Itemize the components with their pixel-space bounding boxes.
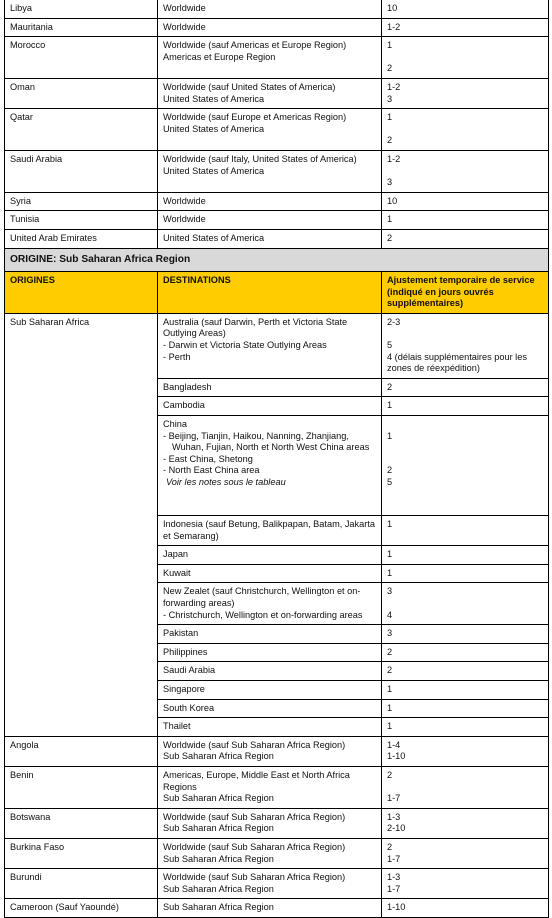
service-adjustment-table (4, 0, 549, 918)
destination-cell (158, 211, 382, 230)
adjustment-cell: 1 (382, 699, 549, 718)
destination-cell (158, 416, 382, 516)
table-row (5, 229, 549, 248)
destination-line: China (163, 419, 188, 430)
destination-cell: Bangladesh (158, 378, 382, 397)
adjustment-cell (382, 0, 549, 18)
origin-cell: Oman (5, 78, 158, 108)
header-origins: ORIGINES (5, 272, 158, 314)
adjustment-cell (382, 838, 549, 868)
adjustment-value: 1-2 (387, 21, 401, 32)
adjustment-value: 4 (délais supplémentaires pour les zones de réexpédition) (387, 351, 527, 374)
adjustment-value: 5 (387, 340, 393, 351)
adjustment-cell: 2 (382, 378, 549, 397)
adjustment-value (387, 166, 543, 178)
destination-line: Worldwide (sauf Europe et Americas Region) (163, 112, 347, 123)
adjustment-cell: 2 (382, 643, 549, 662)
adjustment-cell: 1 (382, 516, 549, 546)
destination-line: Sub Saharan Africa Region (163, 823, 274, 834)
destination-subline: - Perth (163, 351, 191, 362)
table-row (5, 109, 549, 151)
china-note: Voir les notes sous le tableau (166, 477, 286, 487)
destination-line: Australia (sauf Darwin, Perth et Victoria State Outlying Areas) (163, 316, 348, 339)
destination-cell (158, 229, 382, 248)
origin-section-title: ORIGINE: Sub Saharan Africa Region (5, 248, 549, 272)
destination-line: Worldwide (163, 195, 206, 206)
adjustment-cell: 1 (382, 546, 549, 565)
destination-line: Worldwide (sauf Sub Saharan Africa Region) (163, 841, 346, 852)
origin-cell: Sub Saharan Africa (5, 313, 158, 736)
adjustment-cell: 1 (382, 680, 549, 699)
adjustment-cell (382, 37, 549, 79)
destination-subline: - Beijing, Tianjin, Haikou, Nanning, Zhanjiang, Wuhan, Fujian, North et North West China areas (163, 430, 370, 453)
adjustment-value: 4 (387, 609, 393, 620)
adjustment-cell (382, 313, 549, 378)
adjustment-value: 2 (387, 135, 393, 146)
destination-line: Worldwide (sauf Sub Saharan Africa Region) (163, 872, 346, 883)
adjustment-value: 3 (387, 93, 393, 104)
origin-cell: Syria (5, 192, 158, 211)
destination-cell (158, 808, 382, 838)
adjustment-cell (382, 211, 549, 230)
destination-cell: South Korea (158, 699, 382, 718)
adjustment-cell: 1 (382, 397, 549, 416)
adjustment-cell (382, 109, 549, 151)
destination-cell (158, 78, 382, 108)
adjustment-value: 1-2 (387, 153, 401, 164)
destination-line: Sub Saharan Africa Region (163, 793, 274, 804)
adjustment-cell: 1 (382, 564, 549, 583)
adjustment-cell (382, 736, 549, 766)
origin-cell: Libya (5, 0, 158, 18)
destination-cell (158, 150, 382, 192)
adjustment-cell (382, 583, 549, 625)
adjustment-value: 1-4 (387, 739, 401, 750)
table-row (5, 150, 549, 192)
table-row (5, 211, 549, 230)
adjustment-cell (382, 18, 549, 37)
adjustment-cell (382, 766, 549, 808)
destination-line: Worldwide (sauf Sub Saharan Africa Region) (163, 811, 346, 822)
destination-subline: - North East China area (163, 465, 260, 476)
adjustment-cell (382, 229, 549, 248)
destination-cell (158, 899, 382, 918)
header-destinations: DESTINATIONS (158, 272, 382, 314)
destination-subline: - Christchurch, Wellington et on-forwarding areas (163, 609, 363, 620)
destination-line: Sub Saharan Africa Region (163, 751, 274, 762)
adjustment-value: 2 (387, 465, 393, 476)
adjustment-value (387, 124, 543, 136)
destination-cell (158, 838, 382, 868)
bottom-rows (5, 736, 549, 917)
destination-line: Worldwide (163, 214, 206, 225)
adjustment-value: 1 (387, 112, 393, 123)
table-row (5, 736, 549, 766)
destination-cell (158, 736, 382, 766)
origin-cell: Burundi (5, 869, 158, 899)
destination-line: Worldwide (sauf Sub Saharan Africa Region) (163, 739, 346, 750)
table-row (5, 18, 549, 37)
adjustment-value: 2-10 (387, 823, 406, 834)
table-row (5, 766, 549, 808)
origin-cell: Tunisia (5, 211, 158, 230)
destination-line: United States of America (163, 123, 265, 134)
adjustment-cell (382, 899, 549, 918)
ssa-section (5, 248, 549, 736)
destination-cell: Thailet (158, 718, 382, 737)
destination-line: Worldwide (sauf Americas et Europe Region) (163, 40, 347, 51)
destination-line: Worldwide (163, 3, 206, 13)
adjustment-value: 1-7 (387, 793, 401, 804)
origin-cell: Benin (5, 766, 158, 808)
adjustment-value: 2 (387, 769, 393, 780)
table-row (5, 78, 549, 108)
header-row (5, 272, 549, 314)
header-adjustment: Ajustement temporaire de service (indiqué en jours ouvrés supplémentaires) (382, 272, 549, 314)
origin-cell: Morocco (5, 37, 158, 79)
origin-cell: Burkina Faso (5, 838, 158, 868)
adjustment-value: 1 (387, 430, 393, 441)
table-row (5, 838, 549, 868)
adjustment-value: 2-3 (387, 316, 401, 327)
destination-cell (158, 109, 382, 151)
table-row (5, 192, 549, 211)
origin-cell: Angola (5, 736, 158, 766)
adjustment-value: 1-10 (387, 751, 406, 762)
adjustment-value: 2 (387, 63, 393, 74)
adjustment-cell: 3 (382, 625, 549, 644)
origin-cell: Saudi Arabia (5, 150, 158, 192)
adjustment-cell (382, 808, 549, 838)
adjustment-value (387, 52, 543, 64)
adjustment-value: 2 (387, 841, 393, 852)
destination-cell: Cambodia (158, 397, 382, 416)
adjustment-value: 1-3 (387, 811, 401, 822)
adjustment-cell: 2 (382, 662, 549, 681)
destination-line: Worldwide (sauf Italy, United States of America) (163, 153, 357, 164)
table-row (5, 0, 549, 18)
adjustment-value: 10 (387, 195, 398, 206)
table-row (5, 37, 549, 79)
destination-line: Sub Saharan Africa Region (163, 853, 274, 864)
destination-cell (158, 313, 382, 378)
table-row (5, 313, 549, 378)
destination-cell: Japan (158, 546, 382, 565)
destination-line: United States of America (163, 165, 265, 176)
adjustment-value: 1-7 (387, 853, 401, 864)
adjustment-value: 3 (387, 586, 393, 597)
destination-line: Sub Saharan Africa Region (163, 883, 274, 894)
adjustment-cell (382, 150, 549, 192)
origin-cell: Qatar (5, 109, 158, 151)
adjustment-cell (382, 416, 549, 516)
destination-line: Americas et Europe Region (163, 51, 276, 62)
destination-line: Worldwide (163, 21, 206, 32)
adjustment-value: 1 (387, 40, 393, 51)
destination-cell (158, 18, 382, 37)
destination-cell (158, 37, 382, 79)
destination-cell: Saudi Arabia (158, 662, 382, 681)
adjustment-value: 1-7 (387, 883, 401, 894)
adjustment-cell (382, 78, 549, 108)
destination-line: United States of America (163, 93, 265, 104)
top-rows (5, 0, 549, 248)
origin-cell: Botswana (5, 808, 158, 838)
origin-cell: Mauritania (5, 18, 158, 37)
adjustment-value: 1-10 (387, 902, 406, 913)
destination-line: Sub Saharan Africa Region (163, 902, 274, 913)
destination-cell: Philippines (158, 643, 382, 662)
origin-section-row (5, 248, 549, 272)
destination-cell (158, 766, 382, 808)
destination-cell: Singapore (158, 680, 382, 699)
destination-line: Americas, Europe, Middle East et North Africa Regions (163, 769, 350, 792)
table-row (5, 899, 549, 918)
destination-cell (158, 583, 382, 625)
destination-subline: - Darwin et Victoria State Outlying Areas (163, 340, 327, 351)
destination-cell (158, 0, 382, 18)
destination-cell: Kuwait (158, 564, 382, 583)
adjustment-value: 1 (387, 214, 393, 225)
destination-line: New Zealet (sauf Christchurch, Wellington et on-forwarding areas) (163, 586, 361, 608)
adjustment-value: 3 (387, 177, 393, 188)
adjustment-cell: 1 (382, 718, 549, 737)
destination-cell: Pakistan (158, 625, 382, 644)
adjustment-value: 1-3 (387, 872, 401, 883)
destination-cell (158, 869, 382, 899)
origin-cell: Cameroon (Sauf Yaoundé) (5, 899, 158, 918)
adjustment-value: 5 (387, 477, 393, 487)
origin-cell: United Arab Emirates (5, 229, 158, 248)
adjustment-value: 1-2 (387, 81, 401, 92)
destination-subline: - East China, Shetong (163, 453, 253, 464)
adjustment-value (387, 782, 543, 794)
destination-line: Worldwide (sauf United States of America) (163, 81, 336, 92)
adjustment-cell (382, 192, 549, 211)
adjustment-value: 10 (387, 3, 398, 13)
adjustment-value: 2 (387, 232, 393, 243)
table-row (5, 808, 549, 838)
destination-cell (158, 192, 382, 211)
adjustment-cell (382, 869, 549, 899)
destination-cell: Indonesia (sauf Betung, Balikpapan, Batam, Jakarta et Semarang) (158, 516, 382, 546)
table-row (5, 869, 549, 899)
destination-line: United States of America (163, 232, 265, 243)
